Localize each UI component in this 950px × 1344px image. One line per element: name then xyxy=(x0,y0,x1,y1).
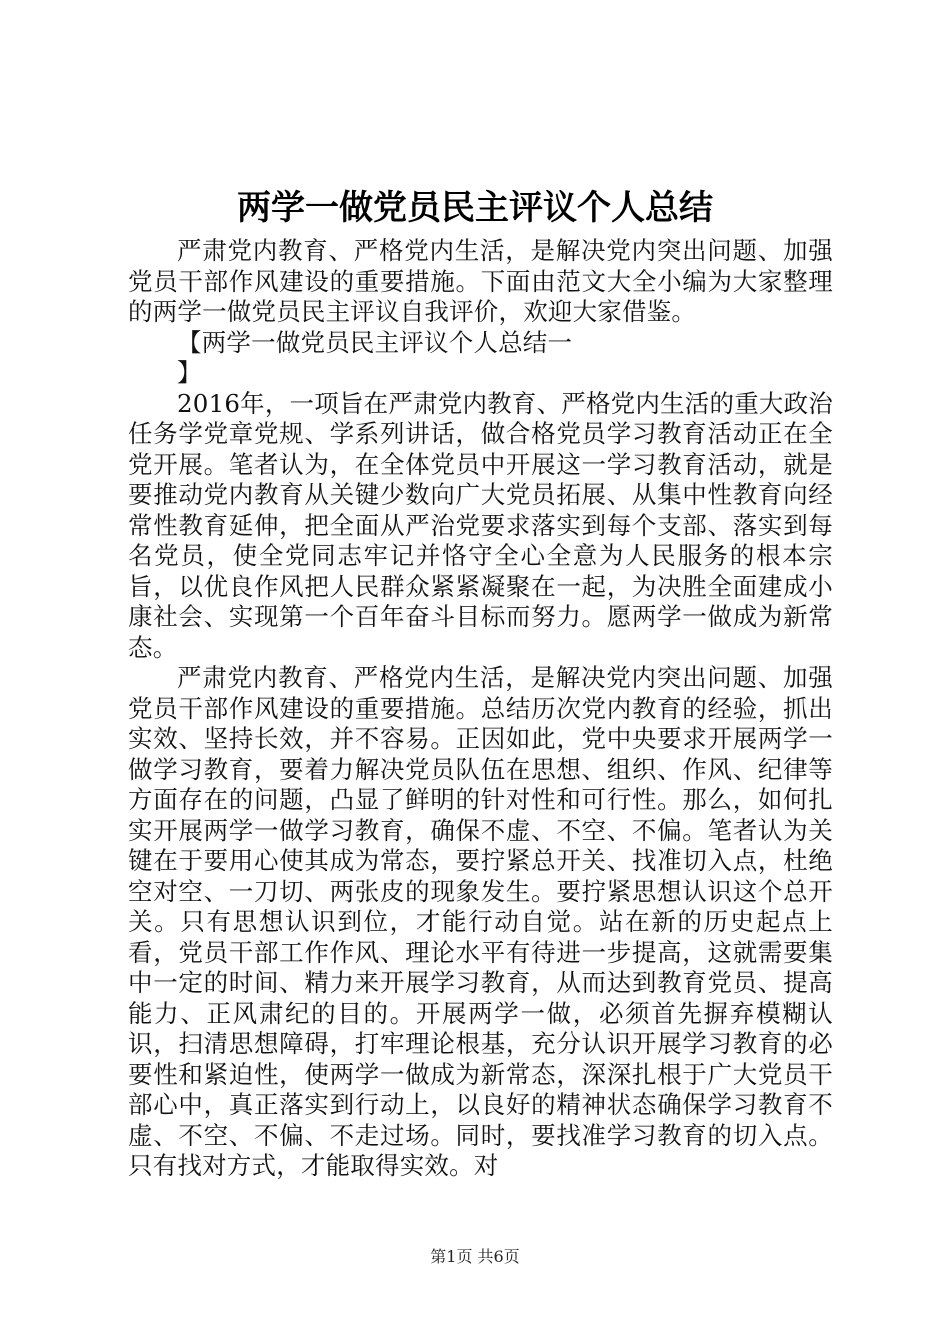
intro-paragraph: 严肃党内教育、严格党内生活，是解决党内突出问题、加强党员干部作风建设的重要措施。下面由范文大全小编为大家整理的两学一做党员民主评议自我评价，欢迎大家借鉴。 xyxy=(128,236,833,326)
body-paragraph-2: 严肃党内教育、严格党内生活，是解决党内突出问题、加强党员干部作风建设的重要措施。总结历次党内教育的经验，抓出实效、坚持长效，并不容易。正因如此，党中央要求开展两学一做学习教育，要着力解决党员队伍在思想、组织、作风、纪律等方面存在的问题，凸显了鲜明的针对性和可行性。那么，如何扎实开展两学一做学习教育，确保不虚、不空、不偏。笔者认为关键在于要用心使其成为常态，要拧紧总开关、找准切入点，杜绝空对空、一刀切、两张皮的现象发生。要拧紧思想认识这个总开关。只有思想认识到位，才能行动自觉。站在新的历史起点上看，党员干部工作作风、理论水平有待进一步提高，这就需要集中一定的时间、精力来开展学习教育，从而达到教育党员、提高能力、正风肃纪的目的。开展两学一做，必须首先摒弃模糊认识，扫清思想障碍，打牢理论根基，充分认识开展学习教育的必要性和紧迫性，使两学一做成为新常态，深深扎根于广大党员干部心中，真正落实到行动上，以良好的精神状态确保学习教育不虚、不空、不偏、不走过场。同时，要找准学习教育的切入点。只有找对方式，才能取得实效。对 xyxy=(128,663,833,1180)
document-title: 两学一做党员民主评议个人总结 xyxy=(237,188,713,228)
section-heading-close: 】 xyxy=(177,358,202,387)
page-number-footer: 第1页 共6页 xyxy=(430,1247,520,1266)
document-body xyxy=(128,236,833,1182)
section-heading: 【两学一做党员民主评议个人总结一 xyxy=(177,327,573,357)
body-paragraph-1: 2016年，一项旨在严肃党内教育、严格党内生活的重大政治任务学党章党规、学系列讲话，做合格党员学习教育活动正在全党开展。笔者认为，在全体党员中开展这一学习教育活动，就是要推动党内教育从关键少数向广大党员拓展、从集中性教育向经常性教育延伸，把全面从严治党要求落实到每个支部、落实到每名党员，使全党同志牢记并恪守全心全意为人民服务的根本宗旨，以优良作风把人民群众紧紧凝聚在一起，为决胜全面建成小康社会、实现第一个百年奋斗目标而努力。愿两学一做成为新常态。 xyxy=(128,388,833,662)
